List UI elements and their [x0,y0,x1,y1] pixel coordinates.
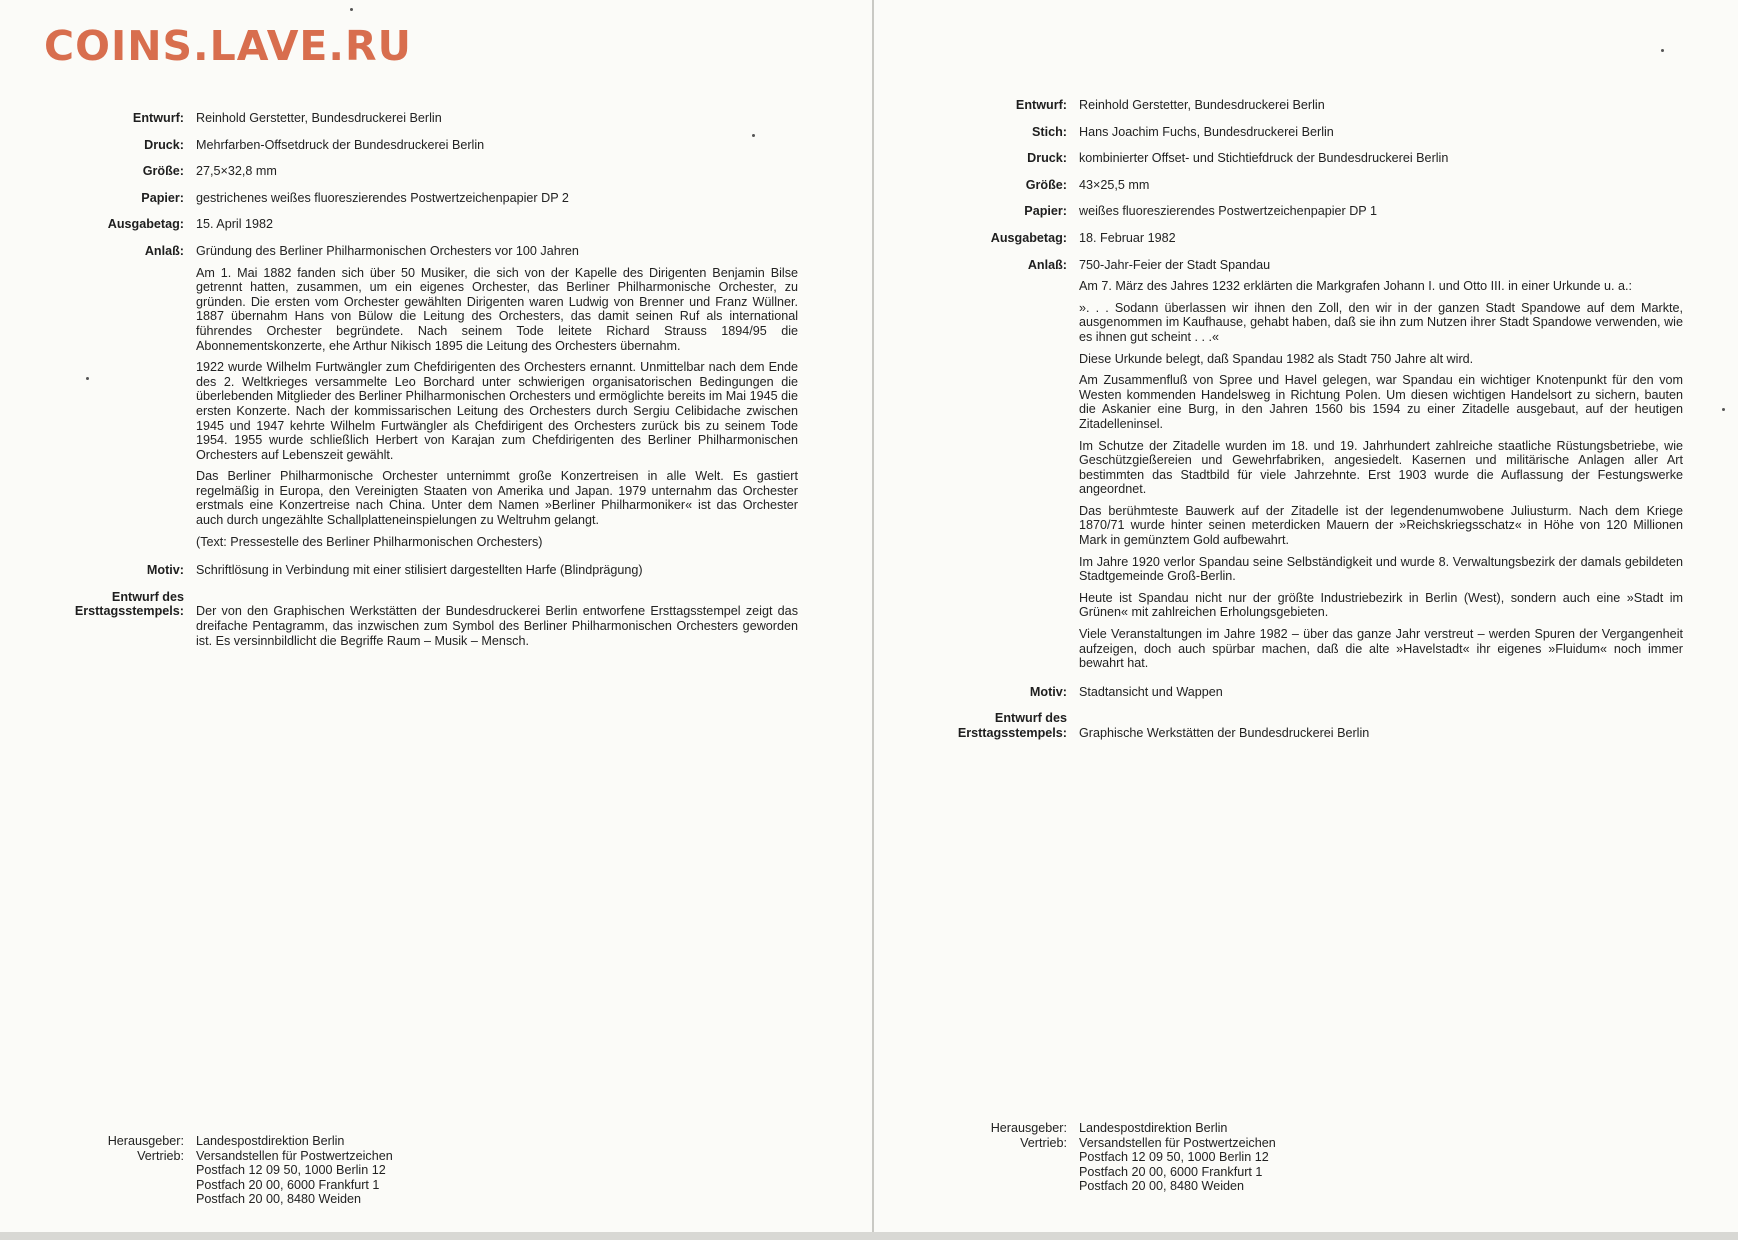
footer-line: Postfach 20 00, 6000 Frankfurt 1 [1079,1164,1263,1179]
body-paragraph: Viele Veranstaltungen im Jahre 1982 – über das ganze Jahr verstreut – werden Spuren der Vergangenheit aufzeigen, doch auch spürbar machen, daß die alte »Havelstadt« ihr eigenes »Fluidum« noch immer bewahrt hat. [1079,627,1683,671]
spec-row-stich [925,125,1683,140]
footer-line: Postfach 20 00, 6000 Frankfurt 1 [196,1177,380,1192]
spec-value: Der von den Graphischen Werkstätten der Bundesdruckerei Berlin entworfene Ersttagsstempel zeigt das dreifache Pentagramm, das inzwischen zum Symbol des Berliner Philharmonischen Orchesters geworden ist. Es versinnbildlicht die Begriffe Raum – Musik – Mensch. [196,604,798,648]
paper-speck [1722,408,1725,411]
spec-label: Druck: [144,137,184,152]
spec-label: Papier: [141,190,184,205]
footer-value: Landespostdirektion Berlin [196,1134,345,1148]
spec-label: Größe: [1025,177,1067,192]
spec-value: 18. Februar 1982 [1079,230,1176,245]
spec-label: Ausgabetag: [990,230,1067,245]
spec-value: weißes fluoreszierendes Postwertzeichenpapier DP 1 [1079,204,1377,219]
body-paragraph: Im Jahre 1920 verlor Spandau seine Selbständigkeit und wurde 8. Verwaltungsbezirk der damals gebildeten Stadtgemeinde Groß-Berlin. [1079,554,1683,584]
left-footer [42,1134,393,1207]
spec-value: Reinhold Gerstetter, Bundesdruckerei Berlin [196,111,442,125]
anlass-title: Gründung des Berliner Philharmonischen Orchesters vor 100 Jahren [196,243,579,258]
spec-value: 15. April 1982 [196,217,274,232]
body-paragraph: Am 7. März des Jahres 1232 erklärten die Markgrafen Johann I. und Otto III. in einer Urkunde u. a.: [1079,279,1633,294]
spec-value: 27,5×32,8 mm [196,164,277,179]
paper-speck [1661,49,1664,52]
footer-line: Versandstellen für Postwertzeichen [1079,1135,1276,1150]
spec-value: 43×25,5 mm [1079,177,1150,192]
footer-label: Vertrieb: [137,1148,184,1163]
spec-value: Stadtansicht und Wappen [1079,684,1223,699]
spec-value: Graphische Werkstätten der Bundesdruckerei Berlin [1079,726,1370,740]
spec-label: Anlaß: [144,243,184,258]
spec-row-ersttagsstempel [42,590,798,648]
spec-label: Stich: [1032,124,1067,139]
footer-line: Postfach 20 00, 8480 Weiden [1079,1179,1245,1194]
spec-label [42,590,196,648]
spec-row-entwurf [925,98,1683,113]
footer-line: Postfach 20 00, 8480 Weiden [196,1192,362,1207]
spec-row-motiv [925,685,1683,700]
spec-row-motiv [42,563,798,578]
body-paragraph: Heute ist Spandau nicht nur der größte Industriebezirk in Berlin (West), sondern auch eine »Stadt im Grünen« mit zahlreichen Erholungsgebieten. [1079,590,1683,620]
footer-lines [196,1149,393,1207]
spec-row-groesse [42,164,798,179]
paper-speck [752,134,755,137]
footer-line: Postfach 12 09 50, 1000 Berlin 12 [1079,1150,1269,1165]
spec-row-ausgabetag [42,217,798,232]
footer-herausgeber [42,1134,393,1149]
footer-value: Landespostdirektion Berlin [1079,1121,1228,1135]
spec-label: Papier: [1024,204,1067,219]
bottom-edge [0,1232,1738,1240]
spec-row-papier [925,204,1683,219]
spec-row-anlass [925,258,1683,678]
body-paragraph: Das berühmteste Bauwerk auf der Zitadelle ist der legendenumwobene Juliusturm. Nach dem Kriege 1870/71 wurde hinter seinen meterdicken Mauern der »Reichskriegsschatz« in Höhe von 120 Millionen Mark in gemünztem Gold aufbewahrt. [1079,503,1683,548]
footer-vertrieb [925,1136,1276,1194]
spec-value: kombinierter Offset- und Stichtiefdruck der Bundesdruckerei Berlin [1079,151,1449,166]
paper-speck [350,8,353,11]
spec-label [925,711,1079,740]
spec-row-ersttagsstempel [925,711,1683,740]
text-credit: (Text: Pressestelle des Berliner Philharmonischen Orchesters) [196,534,543,549]
body-paragraph: ». . . Sodann überlassen wir ihnen den Zoll, den wir in der ganzen Stadt Spandowe auf dem Markte, ausgenommen im Kaufhause, gehabt haben, daß sie ihn zum Nutzen ihrer Stadt Spandowe verwenden, wie es ihnen gut scheint . . .« [1079,300,1683,344]
spec-value: Reinhold Gerstetter, Bundesdruckerei Berlin [1079,98,1325,112]
stempel-label-line: Entwurf des [111,589,184,604]
footer-line: Versandstellen für Postwertzeichen [196,1148,393,1163]
spec-label: Ausgabetag: [107,217,184,232]
footer-label: Vertrieb: [1020,1135,1067,1150]
spec-row-ausgabetag [925,231,1683,246]
right-footer [925,1121,1276,1194]
spec-row-papier [42,191,798,206]
spec-label: Motiv: [146,563,184,578]
spec-label: Anlaß: [1027,257,1067,272]
footer-vertrieb [42,1149,393,1207]
footer-label: Herausgeber: [990,1121,1067,1135]
spec-label: Motiv: [1029,684,1067,699]
spec-row-anlass [42,244,798,556]
spec-value: Schriftlösung in Verbindung mit einer stilisiert dargestellten Harfe (Blindprägung) [196,563,643,578]
spec-row-entwurf [42,111,798,126]
spec-label: Größe: [142,164,184,179]
footer-herausgeber [925,1121,1276,1136]
spec-value: gestrichenes weißes fluoreszierendes Postwertzeichenpapier DP 2 [196,190,569,205]
body-paragraph: Am Zusammenfluß von Spree und Havel gelegen, war Spandau ein wichtiger Knotenpunkt für den vom Westen kommenden Handelsweg in Richtung Polen. Um diesen wichtigen Handelsort zu sichern, bauten die Askanier eine Burg, in den Jahren 1560 bis 1594 zu einer Zitadelle ausgebaut, auf der heutigen Zitadelleninsel. [1079,373,1683,431]
right-spec-table [925,98,1683,753]
footer-lines [1079,1136,1276,1194]
anlass-title: 750-Jahr-Feier der Stadt Spandau [1079,257,1271,272]
stempel-label-line: Ersttagsstempels: [74,604,184,619]
body-paragraph: Das Berliner Philharmonische Orchester unternimmt große Konzertreisen in alle Welt. Es gastiert regelmäßig in Europa, den Vereinigten Staaten von Amerika und Japan. 1979 unternahm das Orchester erstmals eine Konzertreise nach China. Unter dem Namen »Berliner Philharmoniker« ist das Orchester auch durch ungezählte Schallplatteneinspielungen zu Weltruhm gelangt. [196,469,798,528]
spec-label: Entwurf: [132,111,184,125]
body-paragraph: Im Schutze der Zitadelle wurden im 18. und 19. Jahrhundert zahlreiche staatliche Rüstungsbetriebe, wie Geschützgießereien und Gewehrfabriken, angesiedelt. Kasernen und militärische Anlagen aller Art bestimmten das Stadtbild für viele Jahrzehnte. Erst 1903 wurde die Auflassung der Festungswerke angeordnet. [1079,438,1683,497]
spec-value [196,244,798,556]
footer-label: Herausgeber: [107,1134,184,1148]
spec-value [1079,258,1683,678]
left-spec-table [42,111,798,660]
spec-label: Druck: [1027,151,1067,166]
stempel-label-line: Ersttagsstempels: [957,726,1067,740]
spec-value: Mehrfarben-Offsetdruck der Bundesdruckerei Berlin [196,137,485,152]
spec-value: Hans Joachim Fuchs, Bundesdruckerei Berlin [1079,124,1334,139]
spec-row-druck [925,151,1683,166]
body-paragraph: Am 1. Mai 1882 fanden sich über 50 Musiker, die sich von der Kapelle des Dirigenten Benjamin Bilse getrennt hatten, zusammen, um ein eigenes Orchester, das Berliner Philharmonische Orchester, zu gründen. Die ersten vom Orchester gewählten Dirigenten waren Ludwig von Brenner und Franz Wüllner. 1887 übernahm Hans von Bülow die Leitung des Orchesters, das damit seinen Ruf als international führendes Orchester begründete. Nach seinem Tode leitete Richard Strauss 1894/95 die Abonnementskonzerte, ehe Arthur Nikisch 1895 die Leitung des Orchesters übernahm. [196,265,798,353]
footer-line: Postfach 12 09 50, 1000 Berlin 12 [196,1163,386,1178]
stempel-label-line: Entwurf des [994,711,1067,726]
watermark-logo: COINS.LAVE.RU [44,22,412,70]
spec-label: Entwurf: [1015,98,1067,112]
spec-row-druck [42,138,798,153]
spec-row-groesse [925,178,1683,193]
body-paragraph: Diese Urkunde belegt, daß Spandau 1982 als Stadt 750 Jahre alt wird. [1079,351,1474,366]
paper-speck [86,377,89,380]
body-paragraph: 1922 wurde Wilhelm Furtwängler zum Chefdirigenten des Orchesters ernannt. Unmittelbar nach dem Ende des 2. Weltkrieges versammelte Leo Borchard unter schwierigen organisatorischen Bedingungen die überlebenden Mitglieder des Berliner Philharmonischen Orchesters und ermöglichte bereits im Mai 1945 die ersten Konzerte. Nach der kommissarischen Leitung des Orchesters durch Sergiu Celibidache zwischen 1945 und 1947 kehrte Wilhelm Furtwängler als Chefdirigent des Orchesters zurück bis zu seinem Tode 1954. 1955 wurde schließlich Herbert von Karajan zum Chefdirigenten des Berliner Philharmonischen Orchesters auf Lebenszeit gewählt. [196,360,798,462]
